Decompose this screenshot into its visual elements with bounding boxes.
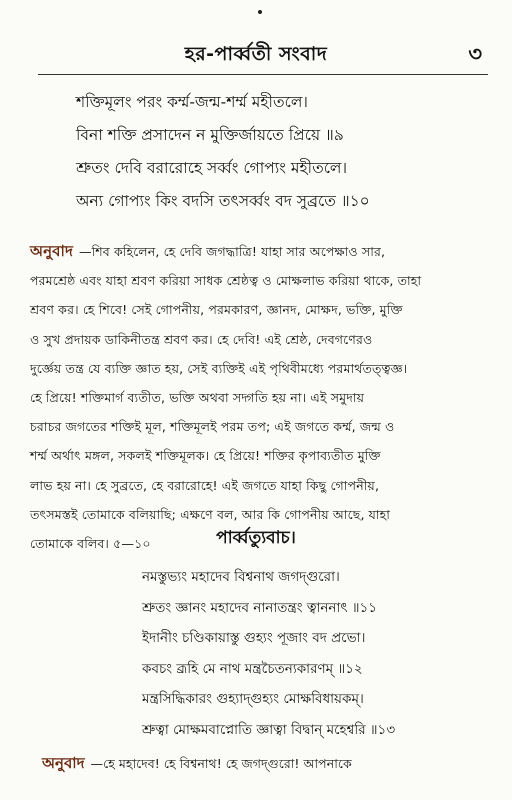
verse-line: শ্রুতং দেবি বরারোহে সর্ব্বং গোপ্যং মহীতলে। xyxy=(76,159,348,177)
translation-line: তৎসমস্তই তোমাকে বলিয়াছি; এক্ষণে বল, আর কি গোপনীয় আছে, যাহা xyxy=(30,506,391,522)
translation-label: অনুবাদ xyxy=(30,242,73,260)
verse-line: বিনা শক্তি প্রসাদেন ন মুক্তির্জায়তে প্রিয়ে ॥৯ xyxy=(76,126,344,144)
translation-line: তোমাকে বলিব। ৫—১০ xyxy=(30,536,151,552)
translation-line: চরাচর জগতের শক্তিই মূল, শক্তিমূলই পরম তপ; এই জগতে কর্ম্ম, জন্ম ও xyxy=(30,419,395,435)
translation-label: অনুবাদ xyxy=(42,754,85,772)
verse-line: কবচং ব্রূহি মে নাথ মন্ত্রচৈতন্যকারণম্ ॥১২ xyxy=(142,660,363,677)
verse-line: ইদানীং চণ্ডিকায়াস্তু গুহ্যং পূজাং বদ প্রভো। xyxy=(142,630,366,646)
verse-line: শ্রুতং জ্ঞানং মহাদেব নানাতন্ত্রং ত্বাননাৎ ॥১১ xyxy=(142,599,378,616)
translation-line xyxy=(30,237,486,266)
verse-line: মন্ত্রসিদ্ধিকারং গুহ্যাদ্গুহ্যং মোক্ষবিধায়কম্। xyxy=(142,691,364,707)
translation-text: —শিব কহিলেন, হে দেবি জগদ্ধাত্রি! যাহা সার অপেক্ষাও সার, xyxy=(78,244,386,259)
page-mark-dot xyxy=(258,10,262,14)
translation-paragraph-bottom xyxy=(42,752,352,777)
translation-line: শ্রবণ কর। হে শিবে! সেই গোপনীয়, পরমকারণ, জ্ঞানদ, মোক্ষদ, ভক্তি, মুক্তি xyxy=(30,302,403,318)
header-title: হর-পার্ব্বতী সংবাদ xyxy=(184,43,328,65)
sanskrit-verses-top xyxy=(76,86,370,218)
verse-line: শ্রুত্বা মোক্ষমবাপ্নোতি জ্ঞাত্বা বিদ্বান্ মহেশ্বরি ॥১৩ xyxy=(142,721,396,738)
translation-line: শর্ম্ম অর্থাৎ মঙ্গল, সকলই শক্তিমূলক। হে প্রিয়ে! শক্তির কৃপাব্যতীত মুক্তি xyxy=(30,448,381,464)
translation-line: হে প্রিয়ে! শক্তিমার্গ ব্যতীত, ভক্তি অথবা সদ্গতি হয় না। এই সমুদায় xyxy=(30,390,365,406)
translation-line: ও সুখ প্রদায়ক ডাকিনীতন্ত্র শ্রবণ কর। হে দেবি! এই শ্রেষ্ঠ, দেবগণেরও xyxy=(30,331,373,347)
translation-paragraph-top xyxy=(30,237,486,558)
verse-line: নমস্তুভ্যং মহাদেব বিশ্বনাথ জগদ্গুরো। xyxy=(142,569,340,585)
translation-text: —হে মহাদেব! হে বিশ্বনাথ! হে জগদ্গুরো! আপনাকে xyxy=(90,756,352,771)
section-heading: পার্ব্বত্যুবাচ। xyxy=(216,528,296,548)
verse-line: শক্তিমূলং পরং কর্ম্ম-জন্ম-শর্ম্ম মহীতলে। xyxy=(76,93,308,111)
sanskrit-verses-bottom xyxy=(142,562,395,745)
translation-line: দুর্জ্ঞেয় তন্ত্র যে ব্যক্তি জ্ঞাত হয়, সেই ব্যক্তিই এই পৃথিবীমধ্যে পরমার্থতত্ত্বজ্ঞ। xyxy=(30,360,408,376)
page-number: ৩ xyxy=(468,42,482,66)
translation-line: পরমশ্রেষ্ঠ এবং যাহা শ্রবণ করিয়া সাধক শ্রেষ্ঠত্ব ও মোক্ষলাভ করিয়া থাকে, তাহা xyxy=(30,273,422,289)
running-header xyxy=(0,36,512,66)
header-rule xyxy=(38,74,488,75)
translation-line: লাভ হয় না। হে সুব্রতে, হে বরারোহে! এই জগতে যাহা কিছু গোপনীয়, xyxy=(30,477,380,493)
verse-line: অন্য গোপ্যং কিং বদসি তৎসর্ব্বং বদ সুব্রতে ॥১০ xyxy=(76,192,370,210)
